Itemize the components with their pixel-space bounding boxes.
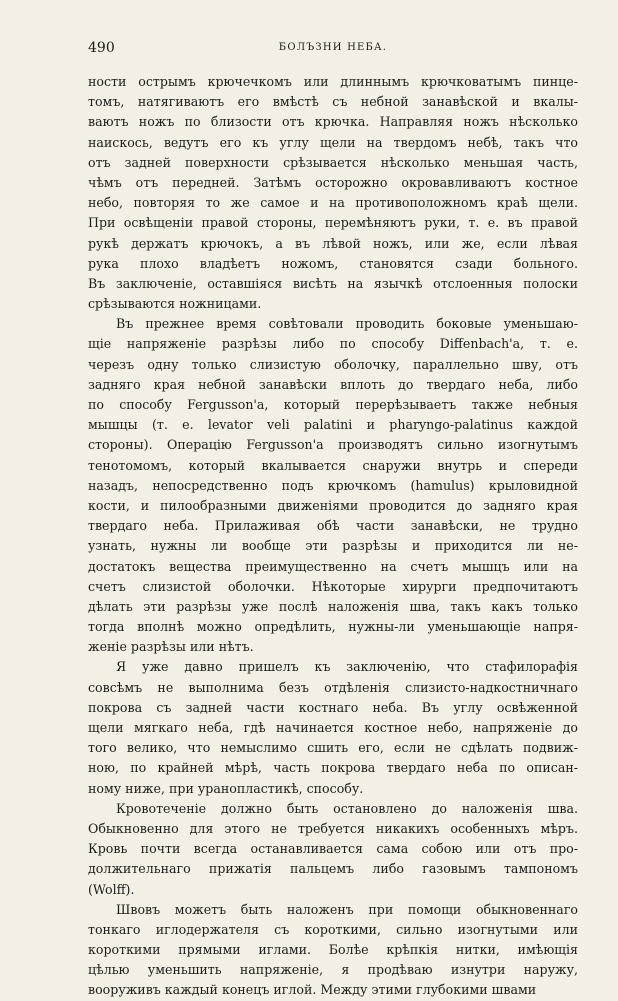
text-line: кости, и пилообразными движеніями проводится до задняго края [88,497,578,513]
text-line: Кровь почти всегда останавливается сама собою или отъ про- [88,841,578,857]
text-line: щели мягкаго неба, гдѣ начинается костное небо, напряженіе до [88,720,578,735]
text-line: томъ, натягиваютъ его вмѣстѣ съ небной занавѣской и вкалы- [88,94,578,110]
text-line: рукѣ держатъ крючокъ, а въ лѣвой ножъ, или же, если лѣвая [88,235,578,251]
text-line: покрова съ задней части костнаго неба. Въ углу освѣженной [88,699,578,715]
text-line: короткими прямыми иглами. Болѣе крѣпкія нитки, имѣющія [88,942,578,958]
text-line: счетъ слизистой оболочки. Нѣкоторые хирурги предпочитаютъ [88,578,578,594]
running-head: БОЛЪЗНИ НЕБА. [278,42,388,53]
text-line: наискось, ведутъ его къ углу щели на твердомъ небѣ, такъ что [88,134,578,150]
text-line: задняго края небной занавѣски вплоть до твердаго неба, либо [88,376,578,392]
body-text [88,72,578,1001]
text-line: (Wolff). [88,881,135,897]
text-line: черезъ одну только слизистую оболочку, параллельно шву, отъ [88,356,578,372]
text-line: совсѣмъ не выполнима безъ отдѣленія слизисто-надкостничнаго [88,679,578,695]
text-line: Швовъ можетъ быть наложенъ при помощи обыкновеннаго [116,901,578,917]
text-line: При освѣщеніи правой стороны, перемѣняютъ руки, т. е. въ правой [88,215,578,231]
text-line: по способу Fergusson'а, который перерѣзываетъ также небныя [88,397,578,412]
text-line: цѣлью уменьшить напряженіе, я продѣваю изнутри наружу, [88,962,578,978]
text-line: Обыкновенно для этого не требуется никакихъ особенныхъ мѣръ. [88,820,578,836]
text-line: тогда вполнѣ можно опредѣлить, нужны-ли уменьшающіе напря- [88,619,578,635]
page-header [88,40,578,60]
text-line: ваютъ ножъ по близости отъ крючка. Направляя ножъ нѣсколько [88,114,578,130]
text-line: чѣмъ отъ передней. Затѣмъ осторожно окровавливаютъ костное [88,174,578,190]
paragraph [88,72,578,314]
text-line: небо, повторяя то же самое и на противоположномъ краѣ щели. [88,195,578,211]
text-line: того велико, что немыслимо сшить его, если не сдѣлать подвиж- [88,740,578,756]
text-line: тонкаго иглодержателя съ короткими, сильно изогнутыми или [88,921,578,937]
paragraph [88,799,578,900]
text-line: твердаго неба. Прилаживая обѣ части занавѣски, не трудно [88,518,578,534]
text-line: щіе напряженіе разрѣзы либо по способу Diffenbach'а, т. е. [88,336,578,352]
text-line: стороны). Операцію Fergusson'а производятъ сильно изогнутымъ [88,437,578,453]
text-line: ною, по крайней мѣрѣ, часть покрова твердаго неба по описан- [88,760,578,776]
text-line: Кровотеченіе должно быть остановлено до наложенія шва. [116,800,578,816]
text-line: дѣлать эти разрѣзы уже послѣ наложенія шва, такъ какъ только [88,598,578,614]
text-line: должительнаго прижатія пальцемъ либо газовымъ тампономъ [88,861,578,877]
paragraph [88,900,578,1001]
text-line: ному ниже, при уранопластикѣ, способу. [88,780,364,796]
paragraph [88,314,578,657]
text-line: узнать, нужны ли вообще эти разрѣзы и приходится ли не- [88,538,578,554]
text-line: Въ заключеніе, оставшіяся висѣть на язычкѣ отслоенныя полоски [88,275,578,291]
text-line: мышцы (т. е. levator veli palatini и pharyngo-palatinus каждой [88,417,578,433]
paragraph [88,657,578,798]
text-line: ности острымъ крючечкомъ или длиннымъ крючковатымъ пинце- [88,74,578,89]
text-line: вооруживъ каждый конецъ иглой. Между этими глубокими швами [88,982,537,998]
text-line: срѣзываются ножницами. [88,296,262,312]
text-line: Въ прежнее время совѣтовали проводить боковые уменьшаю- [116,316,578,332]
page-number: 490 [88,40,115,56]
text-line: женіе разрѣзы или нѣтъ. [88,639,254,655]
text-line: назадъ, непосредственно подъ крючкомъ (hamulus) крыловидной [88,477,578,493]
text-line: Я уже давно пришелъ къ заключенію, что стафилорафія [116,659,578,675]
text-line: отъ задней поверхности срѣзывается нѣсколько меньшая часть, [88,154,578,170]
text-line: достатокъ вещества преимущественно на счетъ мышцъ или на [88,558,578,574]
text-line: тенотомомъ, который вкалывается снаружи внутрь и спереди [88,457,578,473]
text-line: рука плохо владѣетъ ножомъ, становятся сзади больного. [88,255,578,271]
